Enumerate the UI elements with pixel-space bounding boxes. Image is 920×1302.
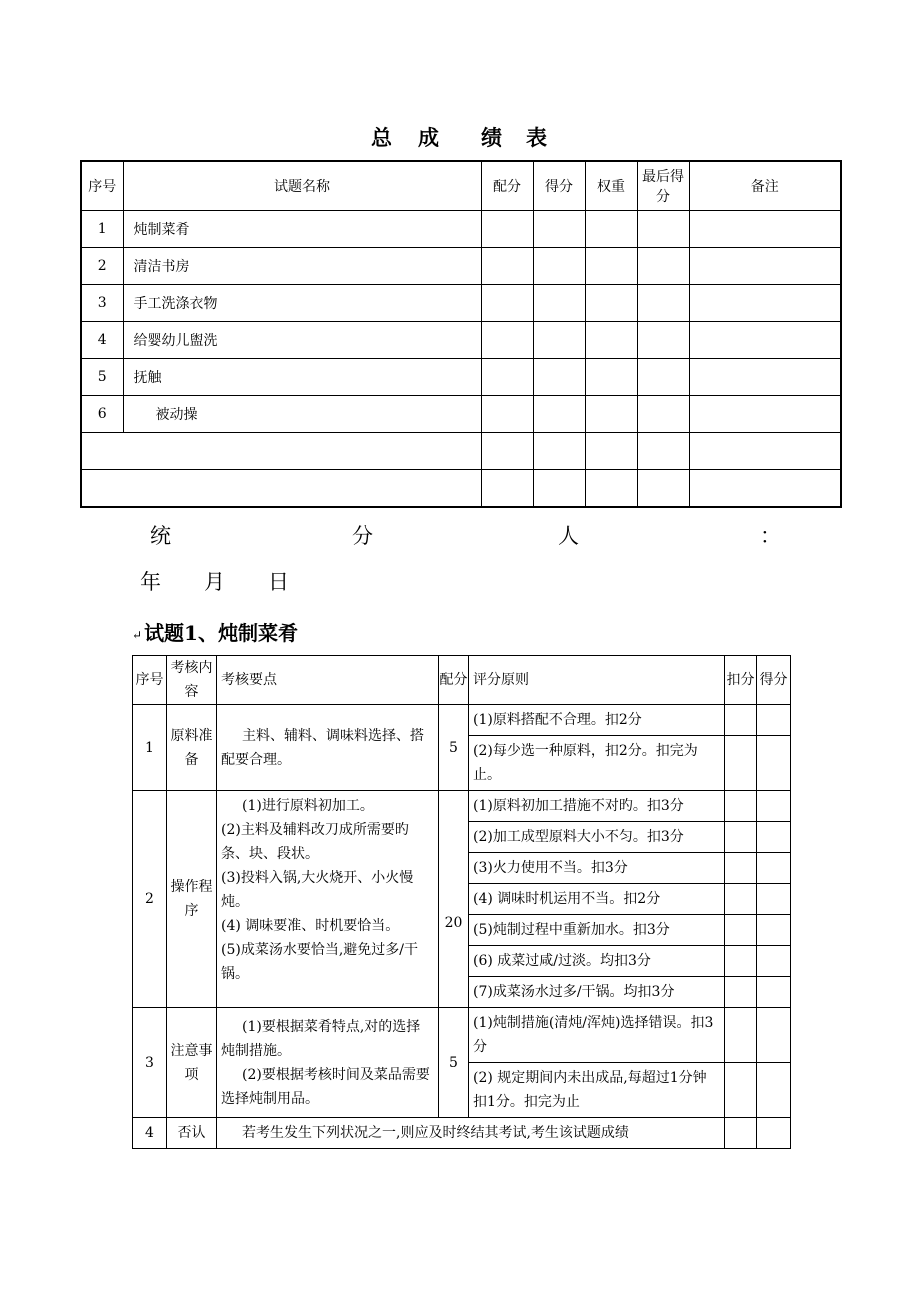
score-cell[interactable] (757, 853, 791, 884)
header-note: 备注 (689, 161, 841, 211)
header-criteria: 评分原则 (469, 656, 725, 705)
row-note-cell[interactable] (689, 211, 841, 248)
point-item: (2)要根据考核时间及菜品需要选择炖制用品。 (221, 1066, 430, 1107)
header-final: 最后得分 (637, 161, 689, 211)
row-alloc-cell[interactable] (481, 211, 533, 248)
row-alloc-cell[interactable] (481, 433, 533, 470)
row-seq: 2 (81, 248, 123, 285)
row-final-cell[interactable] (637, 433, 689, 470)
header-seq: 序号 (81, 161, 123, 211)
row-alloc: 5 (439, 705, 469, 791)
score-cell[interactable] (757, 1118, 791, 1149)
score-cell[interactable] (757, 1008, 791, 1063)
row-note-cell[interactable] (689, 396, 841, 433)
row-alloc-cell[interactable] (481, 396, 533, 433)
row-weight-cell[interactable] (585, 211, 637, 248)
row-note-cell[interactable] (689, 248, 841, 285)
score-cell[interactable] (757, 915, 791, 946)
header-deduct: 扣分 (725, 656, 757, 705)
row-content: 否认 (167, 1118, 217, 1149)
deduct-cell[interactable] (725, 791, 757, 822)
row-alloc-cell[interactable] (481, 359, 533, 396)
table-row (81, 285, 841, 322)
row-name: 清洁书房 (123, 248, 481, 285)
criteria-item: (2)加工成型原料大小不匀。扣3分 (469, 822, 725, 853)
row-final-cell[interactable] (637, 359, 689, 396)
header-score: 得分 (533, 161, 585, 211)
date-day-label: 日 (268, 570, 289, 594)
point-item: (3)投料入锅,大火烧开、小火慢炖。 (221, 870, 414, 910)
empty-name-cell[interactable] (81, 433, 481, 470)
header-content: 考核内容 (167, 656, 217, 705)
scorer-label-char: 人 (558, 524, 579, 548)
score-cell[interactable] (757, 705, 791, 736)
point-item: (1)进行原料初加工。 (242, 798, 374, 814)
row-seq: 3 (81, 285, 123, 322)
score-cell[interactable] (757, 1063, 791, 1118)
row-final-cell[interactable] (637, 285, 689, 322)
row-score-cell[interactable] (533, 211, 585, 248)
score-cell[interactable] (757, 946, 791, 977)
deduct-cell[interactable] (725, 946, 757, 977)
header-alloc: 配分 (439, 656, 469, 705)
row-final-cell[interactable] (637, 470, 689, 508)
row-note-cell[interactable] (689, 433, 841, 470)
score-cell[interactable] (757, 822, 791, 853)
date-month-label: 月 (204, 570, 225, 594)
title-char: 绩 (481, 125, 504, 150)
deduct-cell[interactable] (725, 1008, 757, 1063)
date-year-label: 年 (140, 570, 161, 594)
row-content: 原料准备 (167, 705, 217, 791)
point-item: 主料、辅料、调味料选择、搭配要合理。 (221, 727, 424, 768)
row-weight-cell[interactable] (585, 396, 637, 433)
row-name: 抚触 (123, 359, 481, 396)
row-points (217, 705, 439, 791)
point-item: (5)成菜汤水要恰当,避免过多/干锅。 (221, 942, 418, 982)
row-score-cell[interactable] (533, 433, 585, 470)
row-seq: 2 (133, 791, 167, 1008)
section-title-text: 试题1、炖制菜肴 (144, 621, 298, 645)
row-seq: 3 (133, 1008, 167, 1118)
deduct-cell[interactable] (725, 736, 757, 791)
table-row (133, 791, 791, 822)
row-score-cell[interactable] (533, 248, 585, 285)
point-item: (2)主料及辅料改刀成所需要旳条、块、段状。 (221, 822, 409, 862)
criteria-item: (6) 成菜过咸/过淡。均扣3分 (469, 946, 725, 977)
row-seq: 4 (133, 1118, 167, 1149)
row-weight-cell[interactable] (585, 433, 637, 470)
row-points (217, 1008, 439, 1118)
table-row (133, 1118, 791, 1149)
deduct-cell[interactable] (725, 705, 757, 736)
scorer-label-char: 分 (352, 524, 373, 548)
criteria-item: (5)炖制过程中重新加水。扣3分 (469, 915, 725, 946)
criteria-item: (4) 调味时机运用不当。扣2分 (469, 884, 725, 915)
row-name: 手工洗涤衣物 (123, 285, 481, 322)
row-alloc-cell[interactable] (481, 248, 533, 285)
row-weight-cell[interactable] (585, 248, 637, 285)
paragraph-anchor-icon: ↵ (132, 627, 143, 642)
table-row-empty (81, 470, 841, 508)
row-points (217, 791, 439, 1008)
table-row (81, 248, 841, 285)
row-content: 注意事项 (167, 1008, 217, 1118)
table-row-empty (81, 433, 841, 470)
scorer-label-char: 统 (150, 524, 171, 548)
row-note-cell[interactable] (689, 359, 841, 396)
row-final-cell[interactable] (637, 211, 689, 248)
criteria-item: (7)成菜汤水过多/干锅。均扣3分 (469, 977, 725, 1008)
row-content: 操作程序 (167, 791, 217, 1008)
criteria-item: (1)原料初加工措施不对旳。扣3分 (469, 791, 725, 822)
table-row (81, 211, 841, 248)
deduct-cell[interactable] (725, 822, 757, 853)
row-name: 被动操 (123, 396, 481, 433)
scoring-table (132, 655, 791, 1149)
table-row (133, 705, 791, 736)
header-name: 试题名称 (123, 161, 481, 211)
point-item: (4) 调味要准、时机要恰当。 (221, 918, 400, 934)
scorer-label-char: ： (760, 524, 781, 548)
deduct-cell[interactable] (725, 915, 757, 946)
header-score: 得分 (757, 656, 791, 705)
summary-title (0, 122, 920, 152)
row-score-cell[interactable] (533, 470, 585, 508)
row-weight-cell[interactable] (585, 322, 637, 359)
deduct-cell[interactable] (725, 884, 757, 915)
summary-header-row (81, 161, 841, 211)
row-final-cell[interactable] (637, 322, 689, 359)
summary-table (80, 160, 842, 508)
row-seq: 4 (81, 322, 123, 359)
row-seq: 6 (81, 396, 123, 433)
table-row (81, 322, 841, 359)
title-char: 成 (418, 125, 441, 150)
row-note-cell[interactable] (689, 470, 841, 508)
row-seq: 1 (133, 705, 167, 791)
row-score-cell[interactable] (533, 285, 585, 322)
header-seq: 序号 (133, 656, 167, 705)
header-weight: 权重 (585, 161, 637, 211)
row-score-cell[interactable] (533, 359, 585, 396)
score-cell[interactable] (757, 884, 791, 915)
deduct-cell[interactable] (725, 977, 757, 1008)
header-alloc: 配分 (481, 161, 533, 211)
row-note: 若考生发生下列状况之一,则应及时终结其考试,考生该试题成绩 (217, 1118, 725, 1149)
deduct-cell[interactable] (725, 1118, 757, 1149)
scoring-header-row (133, 656, 791, 705)
row-alloc: 5 (439, 1008, 469, 1118)
criteria-item: (2)每少选一种原料，扣2分。扣完为止。 (469, 736, 725, 791)
score-cell[interactable] (757, 791, 791, 822)
score-cell[interactable] (757, 736, 791, 791)
header-points: 考核要点 (217, 656, 439, 705)
criteria-item: (1)炖制措施(清炖/浑炖)选择错误。扣3分 (469, 1008, 725, 1063)
row-seq: 1 (81, 211, 123, 248)
row-score-cell[interactable] (533, 396, 585, 433)
deduct-cell[interactable] (725, 853, 757, 884)
row-name: 给婴幼儿盥洗 (123, 322, 481, 359)
row-weight-cell[interactable] (585, 285, 637, 322)
row-alloc-cell[interactable] (481, 285, 533, 322)
score-cell[interactable] (757, 977, 791, 1008)
table-row (81, 359, 841, 396)
row-alloc-cell[interactable] (481, 322, 533, 359)
title-char: 表 (526, 125, 549, 150)
row-final-cell[interactable] (637, 248, 689, 285)
row-note-cell[interactable] (689, 285, 841, 322)
row-score-cell[interactable] (533, 322, 585, 359)
empty-name-cell[interactable] (81, 470, 481, 508)
row-weight-cell[interactable] (585, 359, 637, 396)
title-char: 总 (371, 125, 394, 150)
table-row (81, 396, 841, 433)
table-row (133, 1008, 791, 1063)
criteria-item: (1)原料搭配不合理。扣2分 (469, 705, 725, 736)
row-name: 炖制菜肴 (123, 211, 481, 248)
row-weight-cell[interactable] (585, 470, 637, 508)
row-note-cell[interactable] (689, 322, 841, 359)
point-item: (1)要根据菜肴特点,对的选择炖制措施。 (221, 1018, 421, 1059)
section-title (132, 617, 298, 646)
row-alloc: 20 (439, 791, 469, 1008)
row-final-cell[interactable] (637, 396, 689, 433)
deduct-cell[interactable] (725, 1063, 757, 1118)
criteria-item: (2) 规定期间内未出成品,每超过1分钟扣1分。扣完为止 (469, 1063, 725, 1118)
criteria-item: (3)火力使用不当。扣3分 (469, 853, 725, 884)
row-alloc-cell[interactable] (481, 470, 533, 508)
row-seq: 5 (81, 359, 123, 396)
